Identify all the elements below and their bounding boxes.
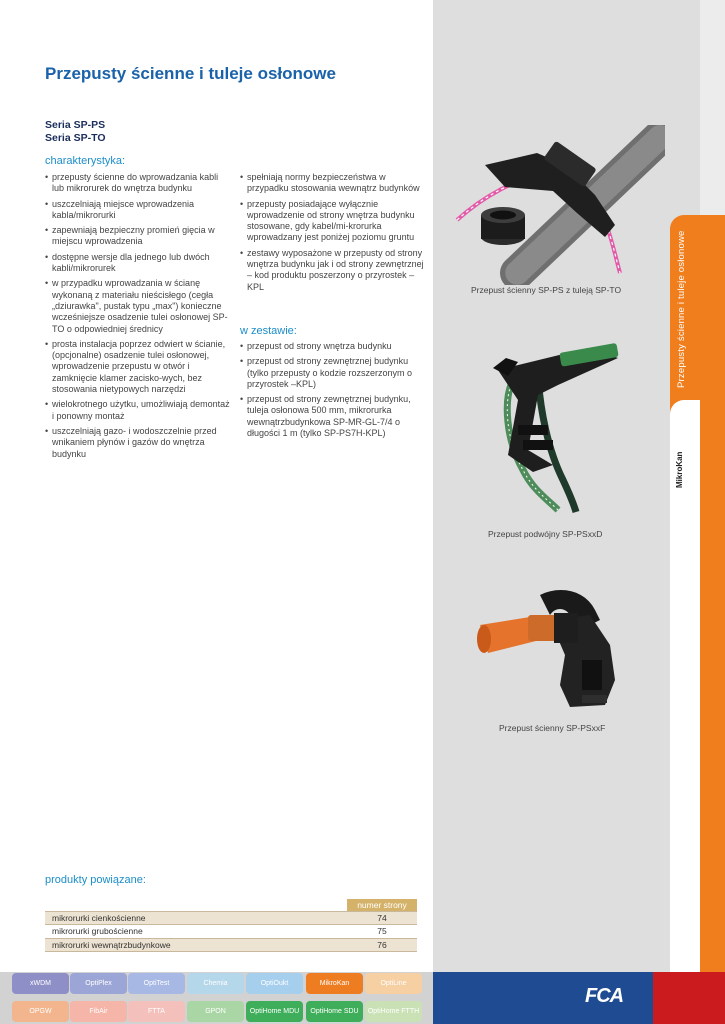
series-list <box>45 119 106 145</box>
image-caption: Przepust podwójny SP-PSxxD <box>488 529 603 539</box>
features-list-right <box>240 172 425 297</box>
feature-item: • zapewniają bezpieczny promień gięcia w miejscu wprowadzenia <box>45 225 230 248</box>
feature-item: • dostępne wersje dla jednego lub dwóch kabli/mikrorurek <box>45 252 230 275</box>
related-products-table <box>45 899 417 952</box>
page-number-header: numer strony <box>347 899 417 911</box>
in-set-heading: w zestawie: <box>240 325 297 337</box>
image-caption: Przepust ścienny SP-PSxxF <box>499 723 606 733</box>
nav-optitest[interactable]: OptiTest <box>128 973 185 994</box>
nav-xwdm[interactable]: xWDM <box>12 973 69 994</box>
related-product-name: mikrorurki grubościenne <box>45 925 347 939</box>
feature-item: • wielokrotnego użytku, umożliwiają demontaż i ponowny montaż <box>45 399 230 422</box>
feature-item: • spełniają normy bezpieczeństwa w przypadku stosowania wewnątrz budynków <box>240 172 425 195</box>
series-item: Seria SP-TO <box>45 132 106 144</box>
feature-item: • uszczelniają gazo- i wodoszczelnie przed wnikaniem płynów i gazów do wnętrza budynku <box>45 426 230 460</box>
nav-fibair[interactable]: FibAir <box>70 1001 127 1022</box>
footer-accent <box>653 972 725 1024</box>
nav-optihome-ftth[interactable]: OptiHome FTTH <box>365 1001 422 1022</box>
company-logo: FCA <box>585 985 624 1007</box>
nav-gpon[interactable]: GPON <box>187 1001 244 1022</box>
nav-optiline[interactable]: OptiLine <box>365 973 422 994</box>
related-page-number: 74 <box>347 911 417 925</box>
image-caption: Przepust ścienny SP-PS z tuleją SP-TO <box>471 285 622 295</box>
nav-mikrokan[interactable]: MikroKan <box>306 973 363 994</box>
feature-item: • przepusty ścienne do wprowadzania kabli lub mikrorurek do wnętrza budynku <box>45 172 230 195</box>
related-product-name: mikrorurki cienkościenne <box>45 911 347 925</box>
wall-passage-with-sleeve-image <box>445 125 665 285</box>
in-set-list <box>240 341 430 443</box>
features-list-left <box>45 172 230 464</box>
feature-item: • zestawy wyposażone w przepusty od strony wnętrza budynku jak i od strony zewnętrznej – kod produktu poszerzony o przyrostek –KPL <box>240 248 425 293</box>
related-product-name: mikrorurki wewnątrzbudynkowe <box>45 938 347 952</box>
table-row[interactable] <box>45 925 417 939</box>
nav-opgw[interactable]: OPGW <box>12 1001 69 1022</box>
side-tab-title: Przepusty ścienne i tuleje osłonowe <box>676 230 687 388</box>
page-title: Przepusty ścienne i tuleje osłonowe <box>45 64 336 83</box>
in-set-item: • przepust od strony zewnętrznej budynku (tylko przepusty o kodzie rozszerzonym o przyrostek –KPL) <box>240 356 430 390</box>
feature-item: • prosta instalacja poprzez odwiert w ścianie, (opcjonalne) osadzenie tulei osłonowej, wprowadzenie przepustu w otwór i zamknięcie klamer zacisko-wych, bez stosowania nietypowych narzędzi <box>45 339 230 395</box>
feature-item: • przepusty posiadające wyłącznie wprowadzenie od strony wnętrza budynku stosowane, gdy kabel/mi-krorurka wprowadzany jest poniżej poziomu gruntu <box>240 199 425 244</box>
table-row[interactable] <box>45 911 417 925</box>
related-page-number: 75 <box>347 925 417 939</box>
nav-optihome-mdu[interactable]: OptiHome MDU <box>246 1001 303 1022</box>
related-heading: produkty powiązane: <box>45 874 146 886</box>
features-heading: charakterystyka: <box>45 155 126 167</box>
wall-passage-f-image <box>470 585 630 720</box>
table-header-row <box>45 899 417 911</box>
related-page-number: 76 <box>347 938 417 952</box>
in-set-item: • przepust od strony wnętrza budynku <box>240 341 430 352</box>
double-wall-passage-image <box>478 340 628 515</box>
series-item: Seria SP-PS <box>45 119 106 131</box>
nav-optioukt[interactable]: OptiOukt <box>246 973 303 994</box>
nav-optihome-sdu[interactable]: OptiHome SDU <box>306 1001 363 1022</box>
feature-item: • w przypadku wprowadzania w ścianę wykonaną z materiału nieścisłego (cegła „dziurawka", pustak typu „max") konieczne wcześniejsze osadzenie tulei osłonowej SP-TO o odpowiedniej średnicy <box>45 278 230 334</box>
nav-ftta[interactable]: FTTA <box>128 1001 185 1022</box>
table-row[interactable] <box>45 938 417 952</box>
in-set-item: • przepust od strony zewnętrznej budynku, tuleja osłonowa 500 mm, mikrorurka wewnątrzbudynkowa SP-MR-GL-7/4 o długości 1 m (tylko SP-PS7H-KPL) <box>240 394 430 439</box>
side-tab-label[interactable]: MikroKan <box>675 451 684 488</box>
feature-item: • uszczelniają miejsce wprowadzenia kabla/mikrorurki <box>45 199 230 222</box>
nav-chemia[interactable]: Chemia <box>187 973 244 994</box>
nav-optiplex[interactable]: OptiPlex <box>70 973 127 994</box>
